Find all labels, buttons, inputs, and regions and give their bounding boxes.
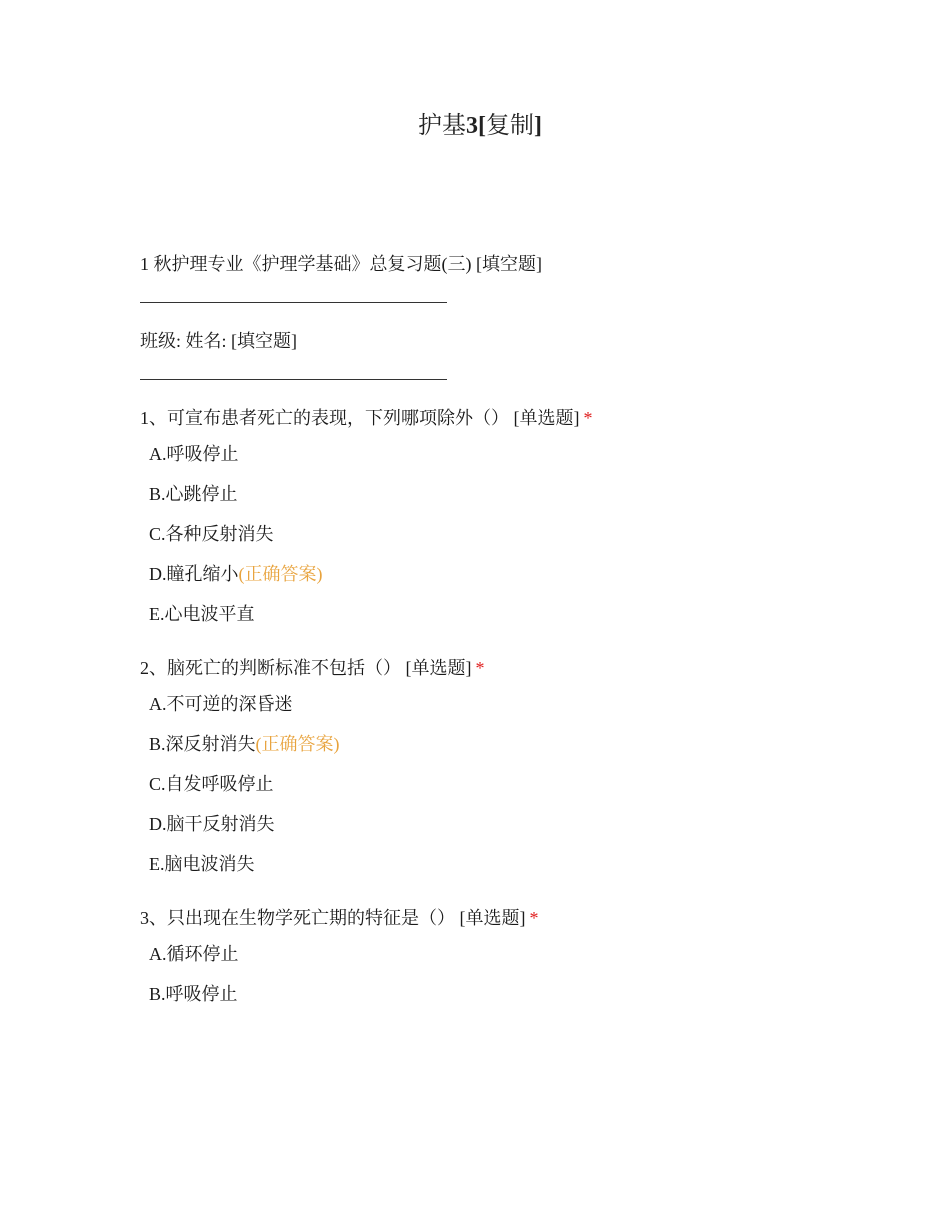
page-title	[0, 110, 950, 142]
survey-content	[140, 250, 860, 1034]
fill-question-2	[140, 327, 860, 380]
option-a[interactable]	[149, 690, 860, 718]
question-text: 1、可宣布患者死亡的表现，下列哪项除外（） [单选题]	[140, 408, 580, 428]
option-text: D.脑干反射消失	[149, 814, 275, 834]
option-text: A.不可逆的深昏迷	[149, 694, 293, 714]
option-text: D.瞳孔缩小	[149, 564, 239, 584]
option-a[interactable]	[149, 440, 860, 468]
question-1	[140, 404, 860, 628]
option-text: A.呼吸停止	[149, 444, 239, 464]
option-d[interactable]	[149, 810, 860, 838]
title-prefix: 护基	[418, 113, 466, 139]
option-text: E.脑电波消失	[149, 854, 255, 874]
option-e[interactable]	[149, 850, 860, 878]
option-e[interactable]	[149, 600, 860, 628]
title-middle: 复制	[486, 113, 534, 139]
option-text: C.各种反射消失	[149, 524, 274, 544]
option-a[interactable]	[149, 940, 860, 968]
fill-question-label: 1 秋护理专业《护理学基础》总复习题(三) [填空题]	[140, 254, 542, 274]
required-marker: *	[583, 408, 593, 428]
fill-question-1	[140, 250, 860, 303]
question-2	[140, 654, 860, 878]
required-marker: *	[529, 908, 539, 928]
option-text: B.心跳停止	[149, 484, 238, 504]
required-marker: *	[475, 658, 485, 678]
option-text: E.心电波平直	[149, 604, 255, 624]
fill-question-label: 班级: 姓名: [填空题]	[140, 331, 297, 351]
option-d[interactable]	[149, 560, 860, 588]
title-bold: 3[	[466, 113, 486, 139]
question-text: 3、只出现在生物学死亡期的特征是（） [单选题]	[140, 908, 526, 928]
correct-answer-marker: (正确答案)	[238, 564, 323, 584]
fill-answer-line[interactable]	[140, 379, 447, 380]
correct-answer-marker: (正确答案)	[255, 734, 340, 754]
question-text: 2、脑死亡的判断标准不包括（） [单选题]	[140, 658, 472, 678]
option-text: A.循环停止	[149, 944, 239, 964]
option-b[interactable]	[149, 480, 860, 508]
title-suffix: ]	[534, 113, 542, 139]
option-b[interactable]	[149, 730, 860, 758]
option-c[interactable]	[149, 520, 860, 548]
option-b[interactable]	[149, 980, 860, 1008]
option-text: C.自发呼吸停止	[149, 774, 274, 794]
question-label	[140, 404, 860, 432]
question-label	[140, 904, 860, 932]
fill-answer-line[interactable]	[140, 302, 447, 303]
option-c[interactable]	[149, 770, 860, 798]
option-text: B.深反射消失	[149, 734, 256, 754]
question-label	[140, 654, 860, 682]
option-text: B.呼吸停止	[149, 984, 238, 1004]
question-3	[140, 904, 860, 1008]
